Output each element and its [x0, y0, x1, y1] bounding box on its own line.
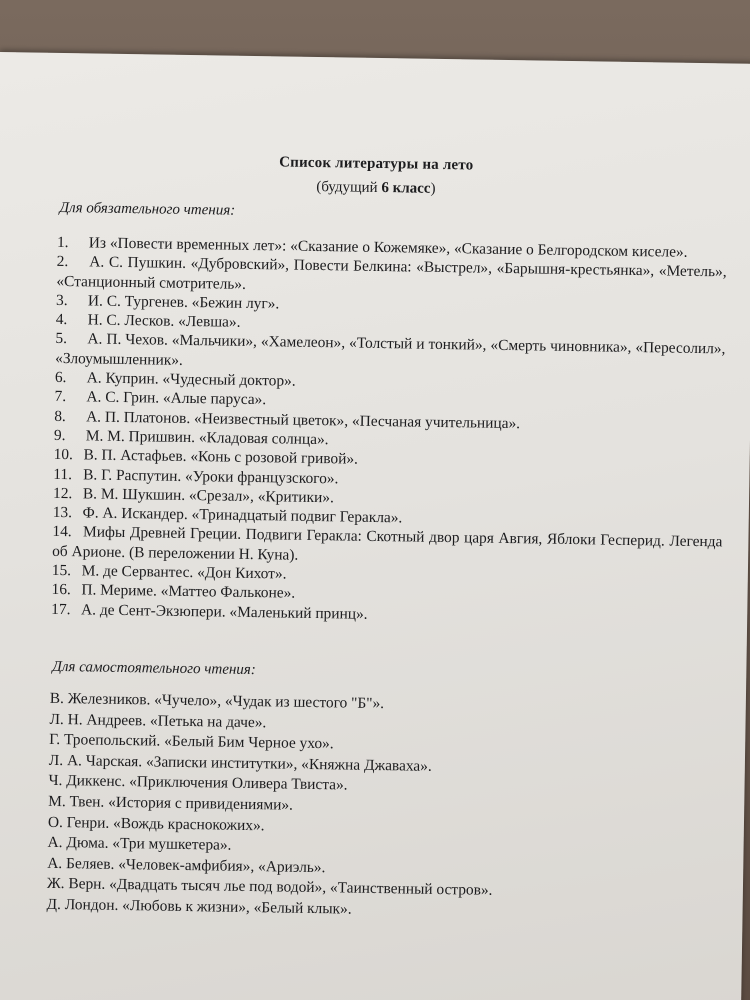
list-item-text: А. Куприн. «Чудесный доктор».	[86, 369, 296, 390]
independent-list-item: Л. Н. Андреев. «Петька на даче».	[49, 710, 267, 731]
independent-list-item: В. Железников. «Чучело», «Чудак из шестого "Б"».	[49, 689, 385, 713]
list-item-number: 7.	[54, 388, 67, 406]
independent-list-item: Ж. Верн. «Двадцать тысяч лье под водой», «Таинственный остров».	[46, 875, 493, 900]
independent-list-item: Л. А. Чарская. «Записки институтки», «Княжна Джаваха».	[48, 751, 432, 775]
list-item-number: 2.	[56, 253, 69, 271]
list-item-number: 5.	[55, 330, 68, 348]
subtitle-grade: 6 класс	[381, 180, 431, 197]
list-item-number: 4.	[55, 311, 68, 329]
document-title: Список литературы на лето	[279, 154, 474, 174]
list-item-text: М. де Сервантес. «Дон Кихот».	[81, 562, 287, 583]
list-item-number: 14.	[52, 523, 72, 541]
list-item-number: 17.	[51, 600, 71, 618]
list-item-number: 10.	[53, 446, 74, 464]
list-item-text: А. П. Чехов. «Мальчики», «Хамелеон», «Толстый и тонкий», «Смерть чиновника», «Пересолил», «Злоумышленник».	[55, 330, 726, 369]
list-item-number: 13.	[52, 504, 73, 522]
list-item-text: А. С. Грин. «Алые паруса».	[86, 388, 267, 409]
list-item-text: В. Г. Распутин. «Уроки французского».	[83, 465, 339, 487]
list-item-text: В. П. Астафьев. «Конь с розовой гривой».	[83, 446, 359, 468]
list-item-text: Н. С. Лесков. «Левша».	[87, 311, 241, 331]
list-item-number: 11.	[53, 465, 73, 483]
list-item-text: А. де Сент-Экзюпери. «Маленький принц».	[80, 600, 368, 623]
independent-list-item: А. Дюма. «Три мушкетера».	[47, 834, 232, 854]
list-item-text: А. С. Пушкин. «Дубровский», Повести Белкина: «Выстрел», «Барышня-крестьянка», «Метель», «Станционный смотритель».	[56, 253, 727, 293]
paper-sheet	[0, 52, 750, 1000]
required-reading-list	[51, 233, 727, 629]
list-item-text: М. М. Пришвин. «Кладовая солнца».	[85, 427, 329, 449]
list-item-number: 6.	[54, 368, 67, 387]
list-item-number: 15.	[51, 561, 72, 580]
list-item-text: Ф. А. Искандер. «Тринадцатый подвиг Геракла».	[82, 504, 403, 527]
independent-list-item: Г. Троепольский. «Белый Бим Черное ухо».	[49, 731, 334, 753]
independent-list-item: М. Твен. «История с привидениями».	[48, 792, 294, 814]
subtitle-close: )	[430, 180, 436, 197]
list-item-text: Из «Повести временных лет»: «Сказание о Кожемяке», «Сказание о Белгородском киселе».	[88, 234, 688, 261]
list-item-number: 16.	[51, 581, 71, 599]
independent-list-item: Д. Лондон. «Любовь к жизни», «Белый клык».	[46, 895, 352, 918]
independent-list-item: Ч. Диккенс. «Приключения Оливера Твиста».	[48, 772, 348, 794]
list-item-number: 8.	[54, 407, 66, 425]
list-item-number: 12.	[52, 484, 73, 503]
independent-list-item: О. Генри. «Вождь краснокожих».	[47, 813, 265, 834]
independent-reading-heading: Для самостоятельного чтения:	[52, 658, 256, 679]
independent-list-item: А. Беляев. «Человек-амфибия», «Ариэль».	[47, 854, 326, 876]
list-item-number: 9.	[53, 426, 66, 445]
list-item-text: Мифы Древней Греции. Подвиги Геракла: Скотный двор царя Авгия, Яблоки Гесперид. Легенда об Арионе. (В переложении Н. Куна).	[52, 523, 723, 564]
list-item-text: П. Мериме. «Маттео Фальконе».	[81, 581, 296, 603]
required-reading-heading: Для обязательного чтения:	[59, 199, 236, 219]
subtitle-open: (будущий	[316, 178, 382, 197]
list-item-text: И. С. Тургенев. «Бежин луг».	[87, 292, 280, 313]
independent-reading-list	[46, 689, 709, 926]
document-subtitle	[0, 174, 750, 203]
list-item-text: А. П. Платонов. «Неизвестный цветок», «Песчаная учительница».	[86, 408, 521, 432]
list-item-text: В. М. Шукшин. «Срезал», «Критики».	[82, 485, 335, 507]
list-item-number: 1.	[56, 233, 69, 252]
list-item-number: 3.	[55, 291, 68, 309]
